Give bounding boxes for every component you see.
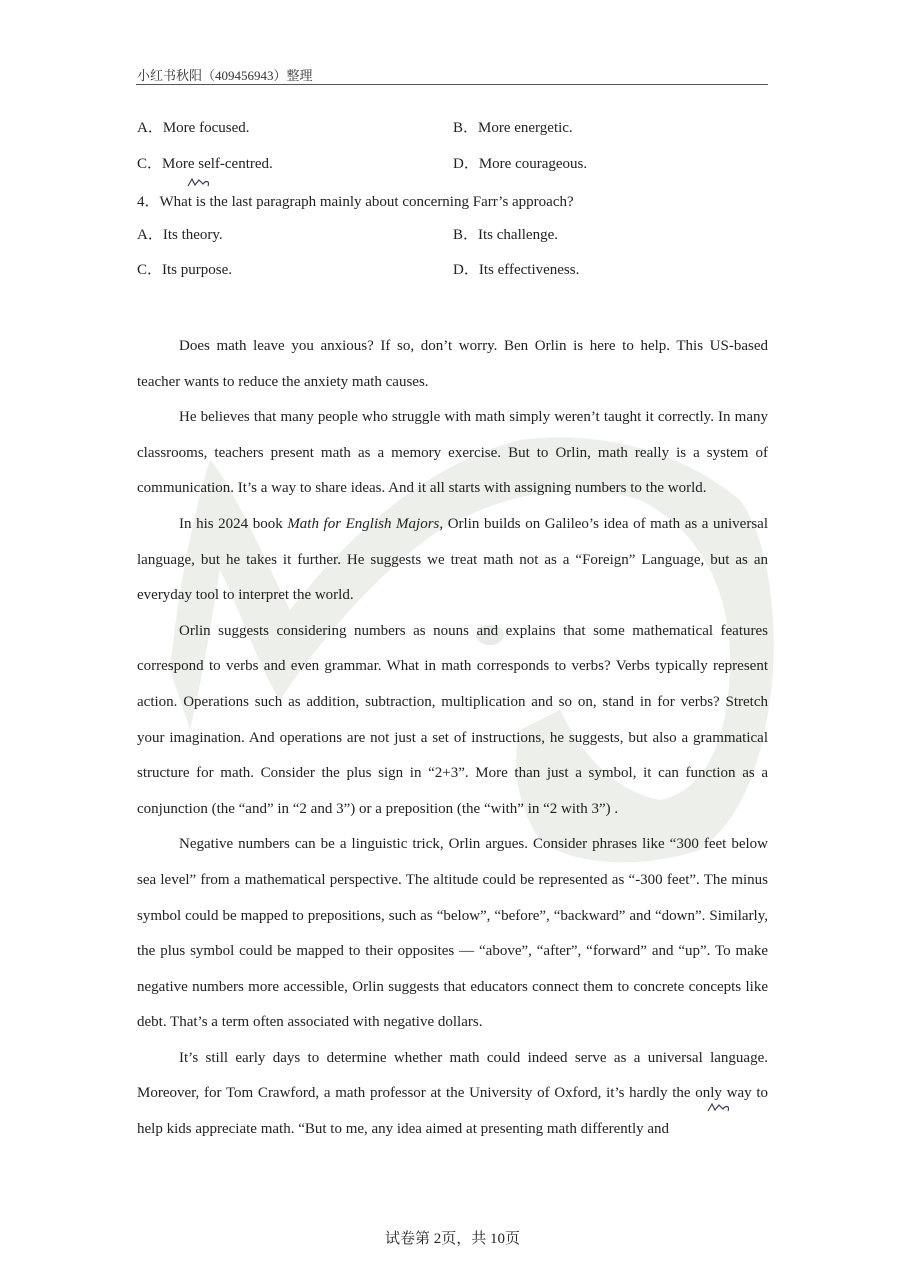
question-4-stem: 4．What is the last paragraph mainly about concerning Farr’s approach?	[137, 194, 574, 210]
pen-annotation-mark-2	[706, 1101, 732, 1115]
page-header: 小红书秋阳（409456943）整理	[137, 68, 313, 83]
q4-option-a: A．Its theory.	[137, 227, 223, 243]
book-title: Math for English Majors	[287, 515, 440, 532]
option-d-prev: D．More courageous.	[453, 156, 588, 172]
header-divider	[136, 84, 768, 85]
q4-option-d: D．Its effectiveness.	[453, 262, 580, 278]
option-c-prev: C．More self-centred.	[137, 156, 273, 172]
q4-option-c: C．Its purpose.	[137, 262, 232, 278]
passage-paragraph-5: Negative numbers can be a linguistic trick, Orlin argues. Consider phrases like “300 feet below sea level” from a mathematical perspective. The altitude could be represented as “-300 feet”. The minus symbol could be mapped to prepositions, such as “below”, “before”, “backward” and “down”. Similarly, the plus symbol could be mapped to their opposites — “above”, “after”, “forward” and “up”. To make negative numbers more accessible, Orlin suggests that educators connect them to concrete concepts like debt. That’s a term often associated with negative dollars.	[137, 836, 768, 1031]
passage-paragraph-4: Orlin suggests considering numbers as nouns and explains that some mathematical features correspond to verbs and even grammar. What in math corresponds to verbs? Verbs typically represent action. Operations such as addition, subtraction, multiplication and so on, stand in for verbs? Stretch your imagination. And operations are not just a set of instructions, he suggests, but also a grammatical structure for math. Consider the plus sign in “2+3”. More than just a symbol, it can function as a conjunction (the “and” in “2 and 3”) or a preposition (the “with” in “2 with 3”) .	[137, 622, 768, 817]
pen-annotation-mark	[186, 176, 212, 190]
passage-paragraph-1: Does math leave you anxious? If so, don’t worry. Ben Orlin is here to help. This US-based teacher wants to reduce the anxiety math causes.	[137, 338, 768, 390]
p3-text-after: , Orlin builds on Galileo’s idea of math as a universal language, but he takes it further. He suggests we treat math not as a “Foreign” Language, but as an everyday tool to interpret the world.	[137, 515, 769, 604]
passage-paragraph-2: He believes that many people who struggle with math simply weren’t taught it correctly. In many classrooms, teachers present math as a memory exercise. But to Orlin, math really is a system of communication. It’s a way to share ideas. And it all starts with assigning numbers to the world.	[137, 409, 768, 497]
passage-paragraph-3	[137, 507, 768, 614]
q4-option-b: B．Its challenge.	[453, 227, 558, 243]
page-footer: 试卷第 2页，共 10页	[384, 1231, 520, 1247]
reading-passage	[137, 329, 768, 1148]
option-a-prev: A．More focused.	[137, 120, 250, 136]
option-b-prev: B．More energetic.	[453, 120, 573, 136]
p3-text-before: In his 2024 book	[179, 515, 288, 532]
passage-paragraph-6: It’s still early days to determine whether math could indeed serve as a universal language. Moreover, for Tom Crawford, a math professor at the University of Oxford, it’s hardly the only way to help kids appreciate math. “But to me, any idea aimed at presenting math differently and	[137, 1049, 768, 1138]
